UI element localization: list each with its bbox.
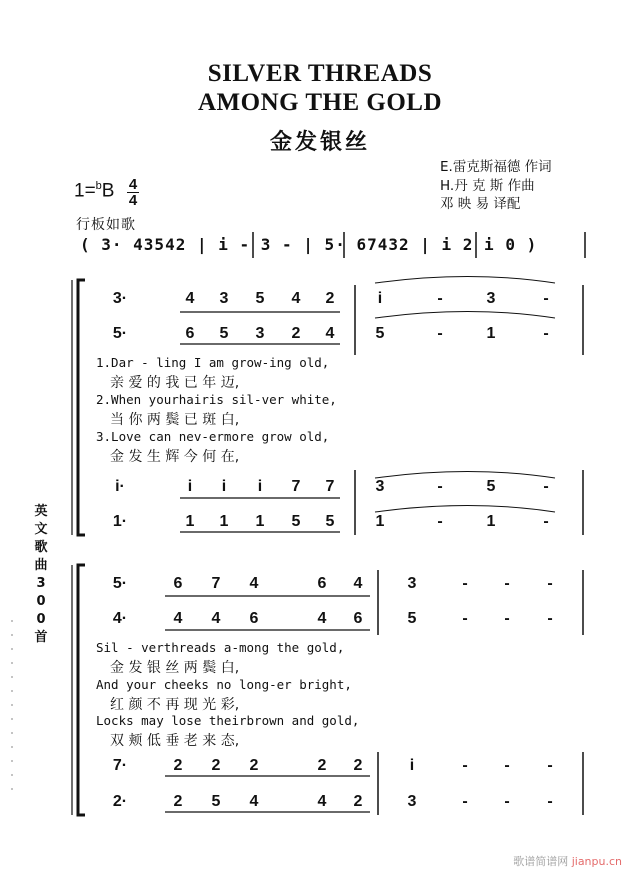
intro-line: ( 3· 43542 | i - 3 - | 5· 67432 | i 2 i 0 ) [80,235,538,254]
note: - [462,575,468,592]
note: 2 [173,793,183,810]
note: - [437,290,443,307]
note: 6 [185,325,195,342]
note: 3 [407,575,417,592]
note: 5· [112,325,128,342]
note: - [543,478,549,495]
note: 1 [219,513,229,530]
note: 5 [325,513,335,530]
note: 3 [255,325,265,342]
note: 5 [219,325,229,342]
note: 3 [375,478,385,495]
credit-lyricist: E.雷克斯福德 作词 [440,159,552,175]
song-title-line1: SILVER THREADS [207,60,433,87]
note: - [437,513,443,530]
key-note: B [101,180,115,202]
note: 2 [317,757,327,774]
note: 2 [353,793,363,810]
note: - [547,757,553,774]
site-watermark [513,853,622,869]
system2-bracket [78,565,85,815]
note: 6 [317,575,327,592]
lyric-verse3-zh: 金 发 生 辉 今 何 在, [110,449,240,465]
note: 3 [486,290,496,307]
system1-bracket [78,280,85,535]
note: 2 [325,290,335,307]
note: 4 [249,575,259,592]
note: 6 [173,575,183,592]
note: 4 [173,610,183,627]
note: 1 [185,513,195,530]
note: i [409,757,415,774]
note: - [504,793,510,810]
note: 7· [112,757,128,774]
note: - [547,793,553,810]
lyric-chorus3-zh: 双 颊 低 垂 老 来 态, [110,733,240,749]
note: 4 [317,793,327,810]
note: 2 [249,757,259,774]
note: - [504,575,510,592]
tempo-marking: 行板如歌 [76,217,136,233]
note: - [547,575,553,592]
lyric-chorus2-en: And your cheeks no long-er bright, [96,677,352,692]
note: 4 [291,290,301,307]
note: - [543,513,549,530]
note: 4 [353,575,363,592]
lyric-chorus2-zh: 红 颜 不 再 现 光 彩, [110,697,240,713]
note: - [462,793,468,810]
note: 4 [185,290,195,307]
note: 3 [407,793,417,810]
note: - [462,610,468,627]
note: 5 [486,478,496,495]
book-sidebar-title: 英文歌曲300首 [34,504,48,645]
note: 4 [211,610,221,627]
lyric-chorus3-en: Locks may lose theirbrown and gold, [96,713,360,728]
note: 4 [317,610,327,627]
note: 2 [353,757,363,774]
note: i [377,290,383,307]
note: - [437,325,443,342]
note: 5 [291,513,301,530]
credit-composer: H.丹 克 斯 作曲 [440,178,535,194]
key-prefix: 1= [74,180,96,202]
note: 5 [375,325,385,342]
note: - [547,610,553,627]
lyric-verse2-zh: 当 你 两 鬓 已 斑 白, [110,412,240,428]
note: 1 [486,513,496,530]
credit-translator: 邓 映 易 译配 [440,196,521,212]
note: 5 [211,793,221,810]
note: 7 [211,575,221,592]
note: 2 [211,757,221,774]
note: - [543,325,549,342]
note: - [437,478,443,495]
lyric-chorus1-en: Sil - verthreads a-mong the gold, [96,640,345,655]
note: 7 [325,478,335,495]
note: 2 [173,757,183,774]
song-title-chinese: 金发银丝 [269,130,370,155]
note: - [543,290,549,307]
note: 5 [255,290,265,307]
note: 7 [291,478,301,495]
meter-top: 4 [128,176,138,193]
note: i· [115,478,125,495]
flat-sign: b [95,180,102,192]
note: 1 [375,513,385,530]
note: 4 [325,325,335,342]
note: - [462,757,468,774]
note: 3· [112,290,128,307]
note: i [257,478,263,495]
note: 2· [112,793,128,810]
lyric-verse2-en: 2.When yourhairis sil-ver white, [96,392,337,407]
note: 6 [353,610,363,627]
lyric-verse1-en: 1.Dar - ling I am grow-ing old, [96,355,330,370]
note: 6 [249,610,259,627]
note: - [504,757,510,774]
note: - [504,610,510,627]
note: 1 [255,513,265,530]
note: 5 [407,610,417,627]
lyric-verse3-en: 3.Love can nev-ermore grow old, [96,429,330,444]
watermark-domain: jianpu.cn [571,855,622,868]
note: 2 [291,325,301,342]
note: 1· [112,513,128,530]
note: 1 [486,325,496,342]
watermark-text: 歌谱简谱网 [513,855,569,868]
note: 5· [112,575,128,592]
lyric-verse1-zh: 亲 爱 的 我 已 年 迈, [110,375,240,391]
note: 4· [112,610,128,627]
meter-bottom: 4 [128,192,138,209]
note: 3 [219,290,229,307]
song-title-line2: AMONG THE GOLD [197,89,443,116]
note: i [187,478,193,495]
note: 4 [249,793,259,810]
lyric-chorus1-zh: 金 发 银 丝 两 鬓 白, [110,660,240,676]
note: i [221,478,227,495]
